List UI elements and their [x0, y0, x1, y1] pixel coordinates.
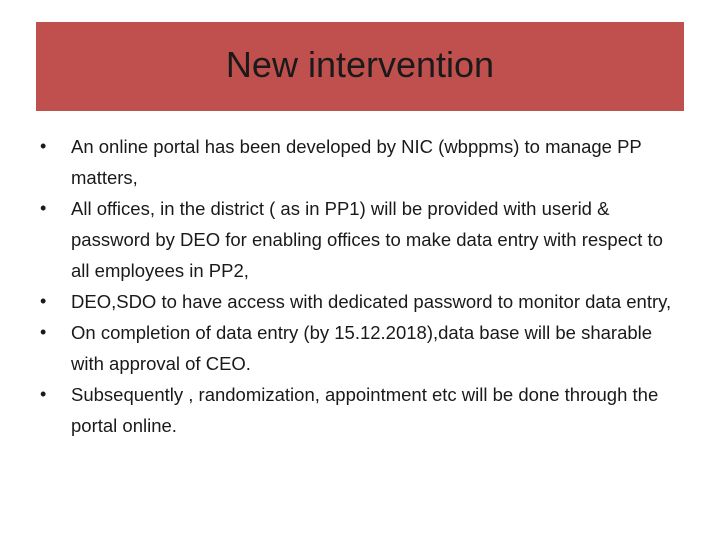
bullet-item	[40, 131, 682, 193]
bullet-item	[40, 317, 682, 379]
bullet-text: Subsequently , randomization, appointment etc will be done through the portal online.	[71, 384, 659, 436]
bullet-text: An online portal has been developed by NIC (wbppms) to manage PP matters,	[71, 136, 642, 188]
bullet-dot-icon: •	[40, 136, 47, 156]
bullet-dot-icon: •	[40, 291, 47, 311]
title-band	[36, 22, 684, 111]
bullet-item	[40, 193, 682, 286]
bullet-item	[40, 379, 682, 441]
bullet-dot-icon: •	[40, 384, 47, 404]
bullet-text: On completion of data entry (by 15.12.2018),data base will be sharable with approval of CEO.	[71, 322, 653, 374]
bullet-text: DEO,SDO to have access with dedicated password to monitor data entry,	[71, 291, 672, 312]
bullet-list	[40, 131, 682, 441]
bullet-dot-icon: •	[40, 322, 47, 342]
bullet-dot-icon: •	[40, 198, 47, 218]
bullet-text: All offices, in the district ( as in PP1) will be provided with userid & password by DEO for enabling offices to make data entry with respect to all employees in PP2,	[71, 198, 663, 281]
slide-title: New intervention	[225, 43, 495, 85]
bullet-item	[40, 286, 682, 317]
